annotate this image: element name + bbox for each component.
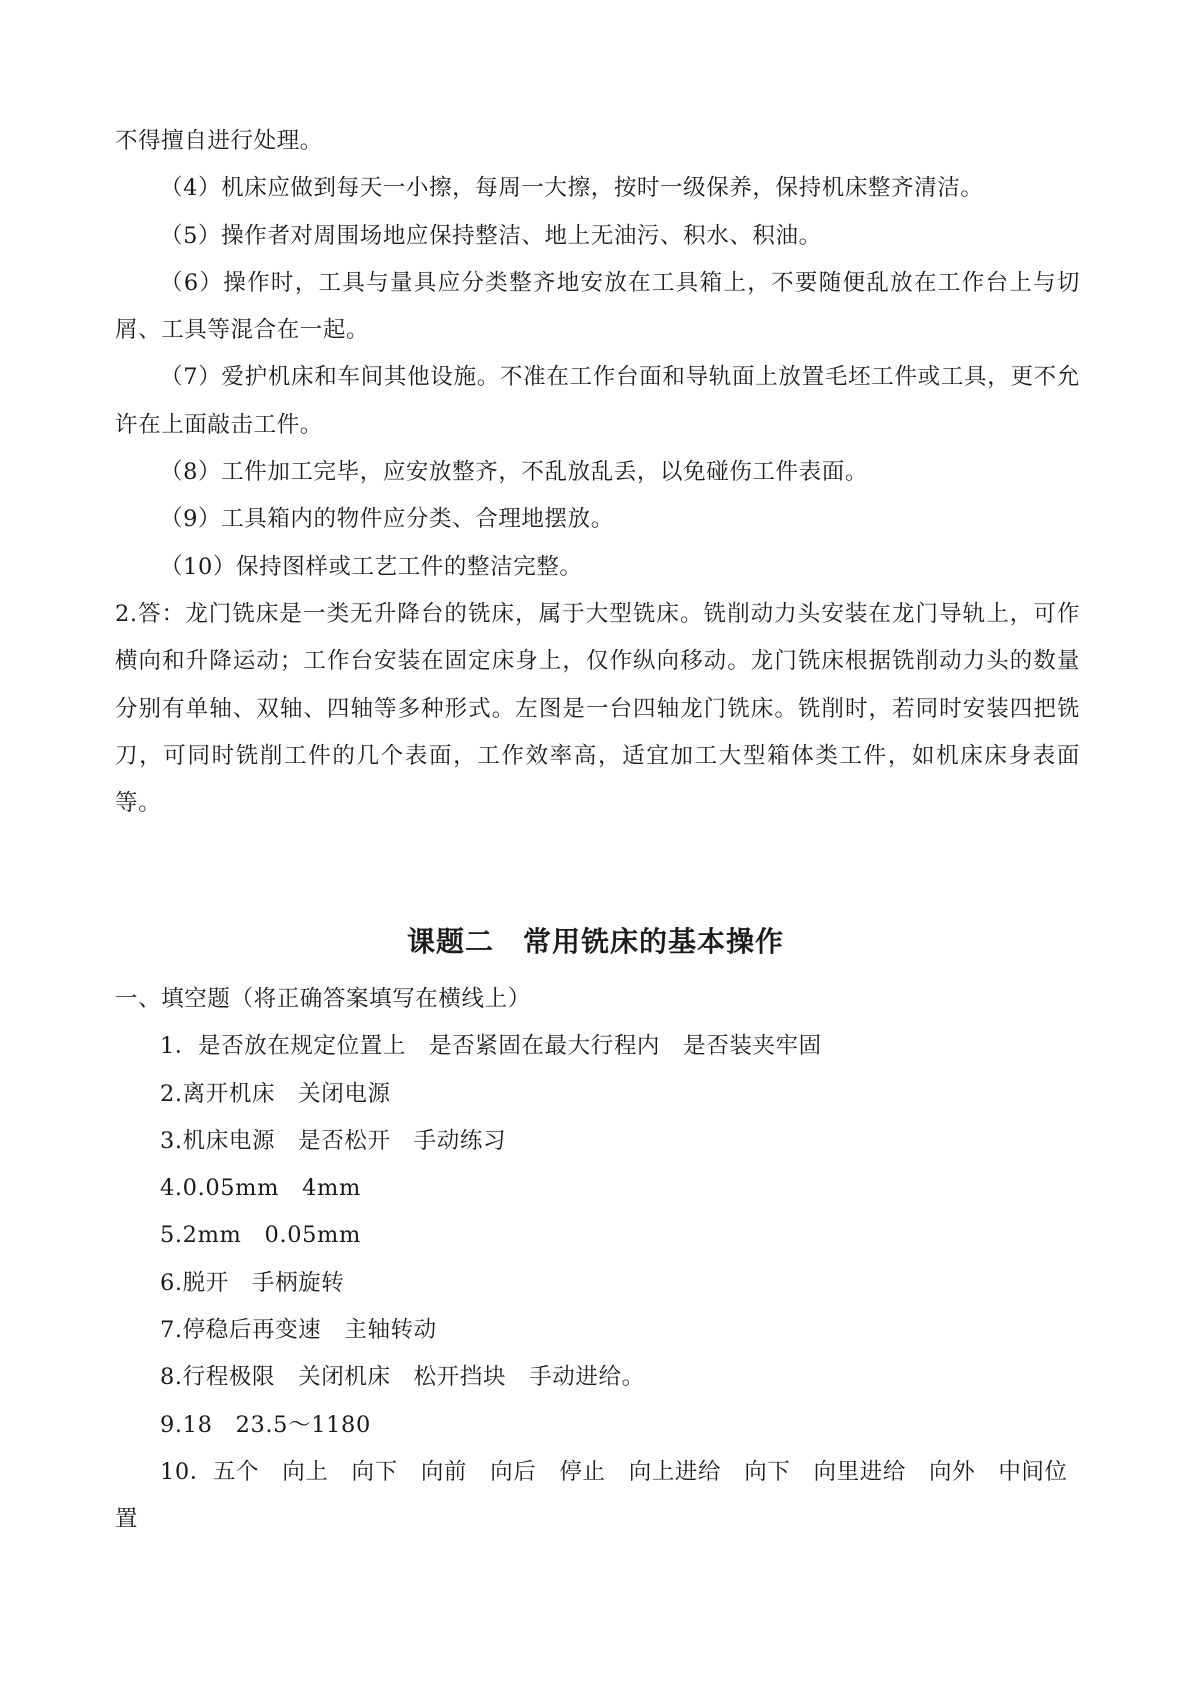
rule-6: （6）操作时，工具与量具应分类整齐地安放在工具箱上，不要随便乱放在工作台上与切屑、工具等混合在一起。 [115, 269, 1080, 344]
rule-7: （7）爱护机床和车间其他设施。不准在工作台面和导轨面上放置毛坯工件或工具，更不允许在上面敲击工件。 [115, 364, 1080, 438]
answer-item: 4.0.05mm 4mm [160, 1175, 361, 1202]
fill-in-answers [115, 976, 1080, 1544]
answer-item: 1．是否放在规定位置上 是否紧固在最大行程内 是否装夹牢固 [160, 1033, 822, 1060]
answer-item: 6.脱开 手柄旋转 [160, 1269, 345, 1296]
rule-8: （8）工件加工完毕，应安放整齐，不乱放乱丢，以免碰伤工件表面。 [160, 459, 868, 486]
section-heading: 课题二 常用铣床的基本操作 [406, 925, 784, 958]
answer-item: 2.离开机床 关闭电源 [160, 1080, 391, 1107]
answer-item: 10．五个 向上 向下 向前 向后 停止 向上进给 向下 向里进给 向外 中间位置 [115, 1458, 1068, 1533]
paragraph-continuation: 不得擅自进行处理。 [115, 128, 323, 154]
answer-item: 9.18 23.5～1180 [160, 1411, 371, 1438]
rule-9: （9）工具箱内的物件应分类、合理地摆放。 [160, 506, 614, 533]
answer-item: 8.行程极限 关闭机床 松开挡块 手动进给。 [160, 1364, 645, 1391]
question-type-label: 一、填空题（将正确答案填写在横线上） [115, 986, 531, 1012]
rule-4: （4）机床应做到每天一小擦，每周一大擦，按时一级保养，保持机床整齐清洁。 [160, 175, 984, 202]
answer-item: 7.停稳后再变速 主轴转动 [160, 1317, 437, 1344]
answer-item: 5.2mm 0.05mm [160, 1222, 361, 1249]
answer-2-paragraph: 2.答：龙门铣床是一类无升降台的铣床，属于大型铣床。铣削动力头安装在龙门导轨上，可作横向和升降运动；工作台安装在固定床身上，仅作纵向移动。龙门铣床根据铣削动力头的数量分别有单轴、双轴、四轴等多种形式。左图是一台四轴龙门铣床。铣削时，若同时安装四把铣刀，可同时铣削工件的几个表面，工作效率高，适宜加工大型箱体类工件，如机床床身表面等。 [115, 600, 1080, 817]
answer-item: 3.机床电源 是否松开 手动练习 [160, 1127, 507, 1154]
rule-5: （5）操作者对周围场地应保持整洁、地上无油污、积水、积油。 [160, 222, 822, 249]
safety-rules-text [115, 118, 1080, 827]
rule-10: （10）保持图样或工艺工件的整洁完整。 [160, 553, 583, 580]
